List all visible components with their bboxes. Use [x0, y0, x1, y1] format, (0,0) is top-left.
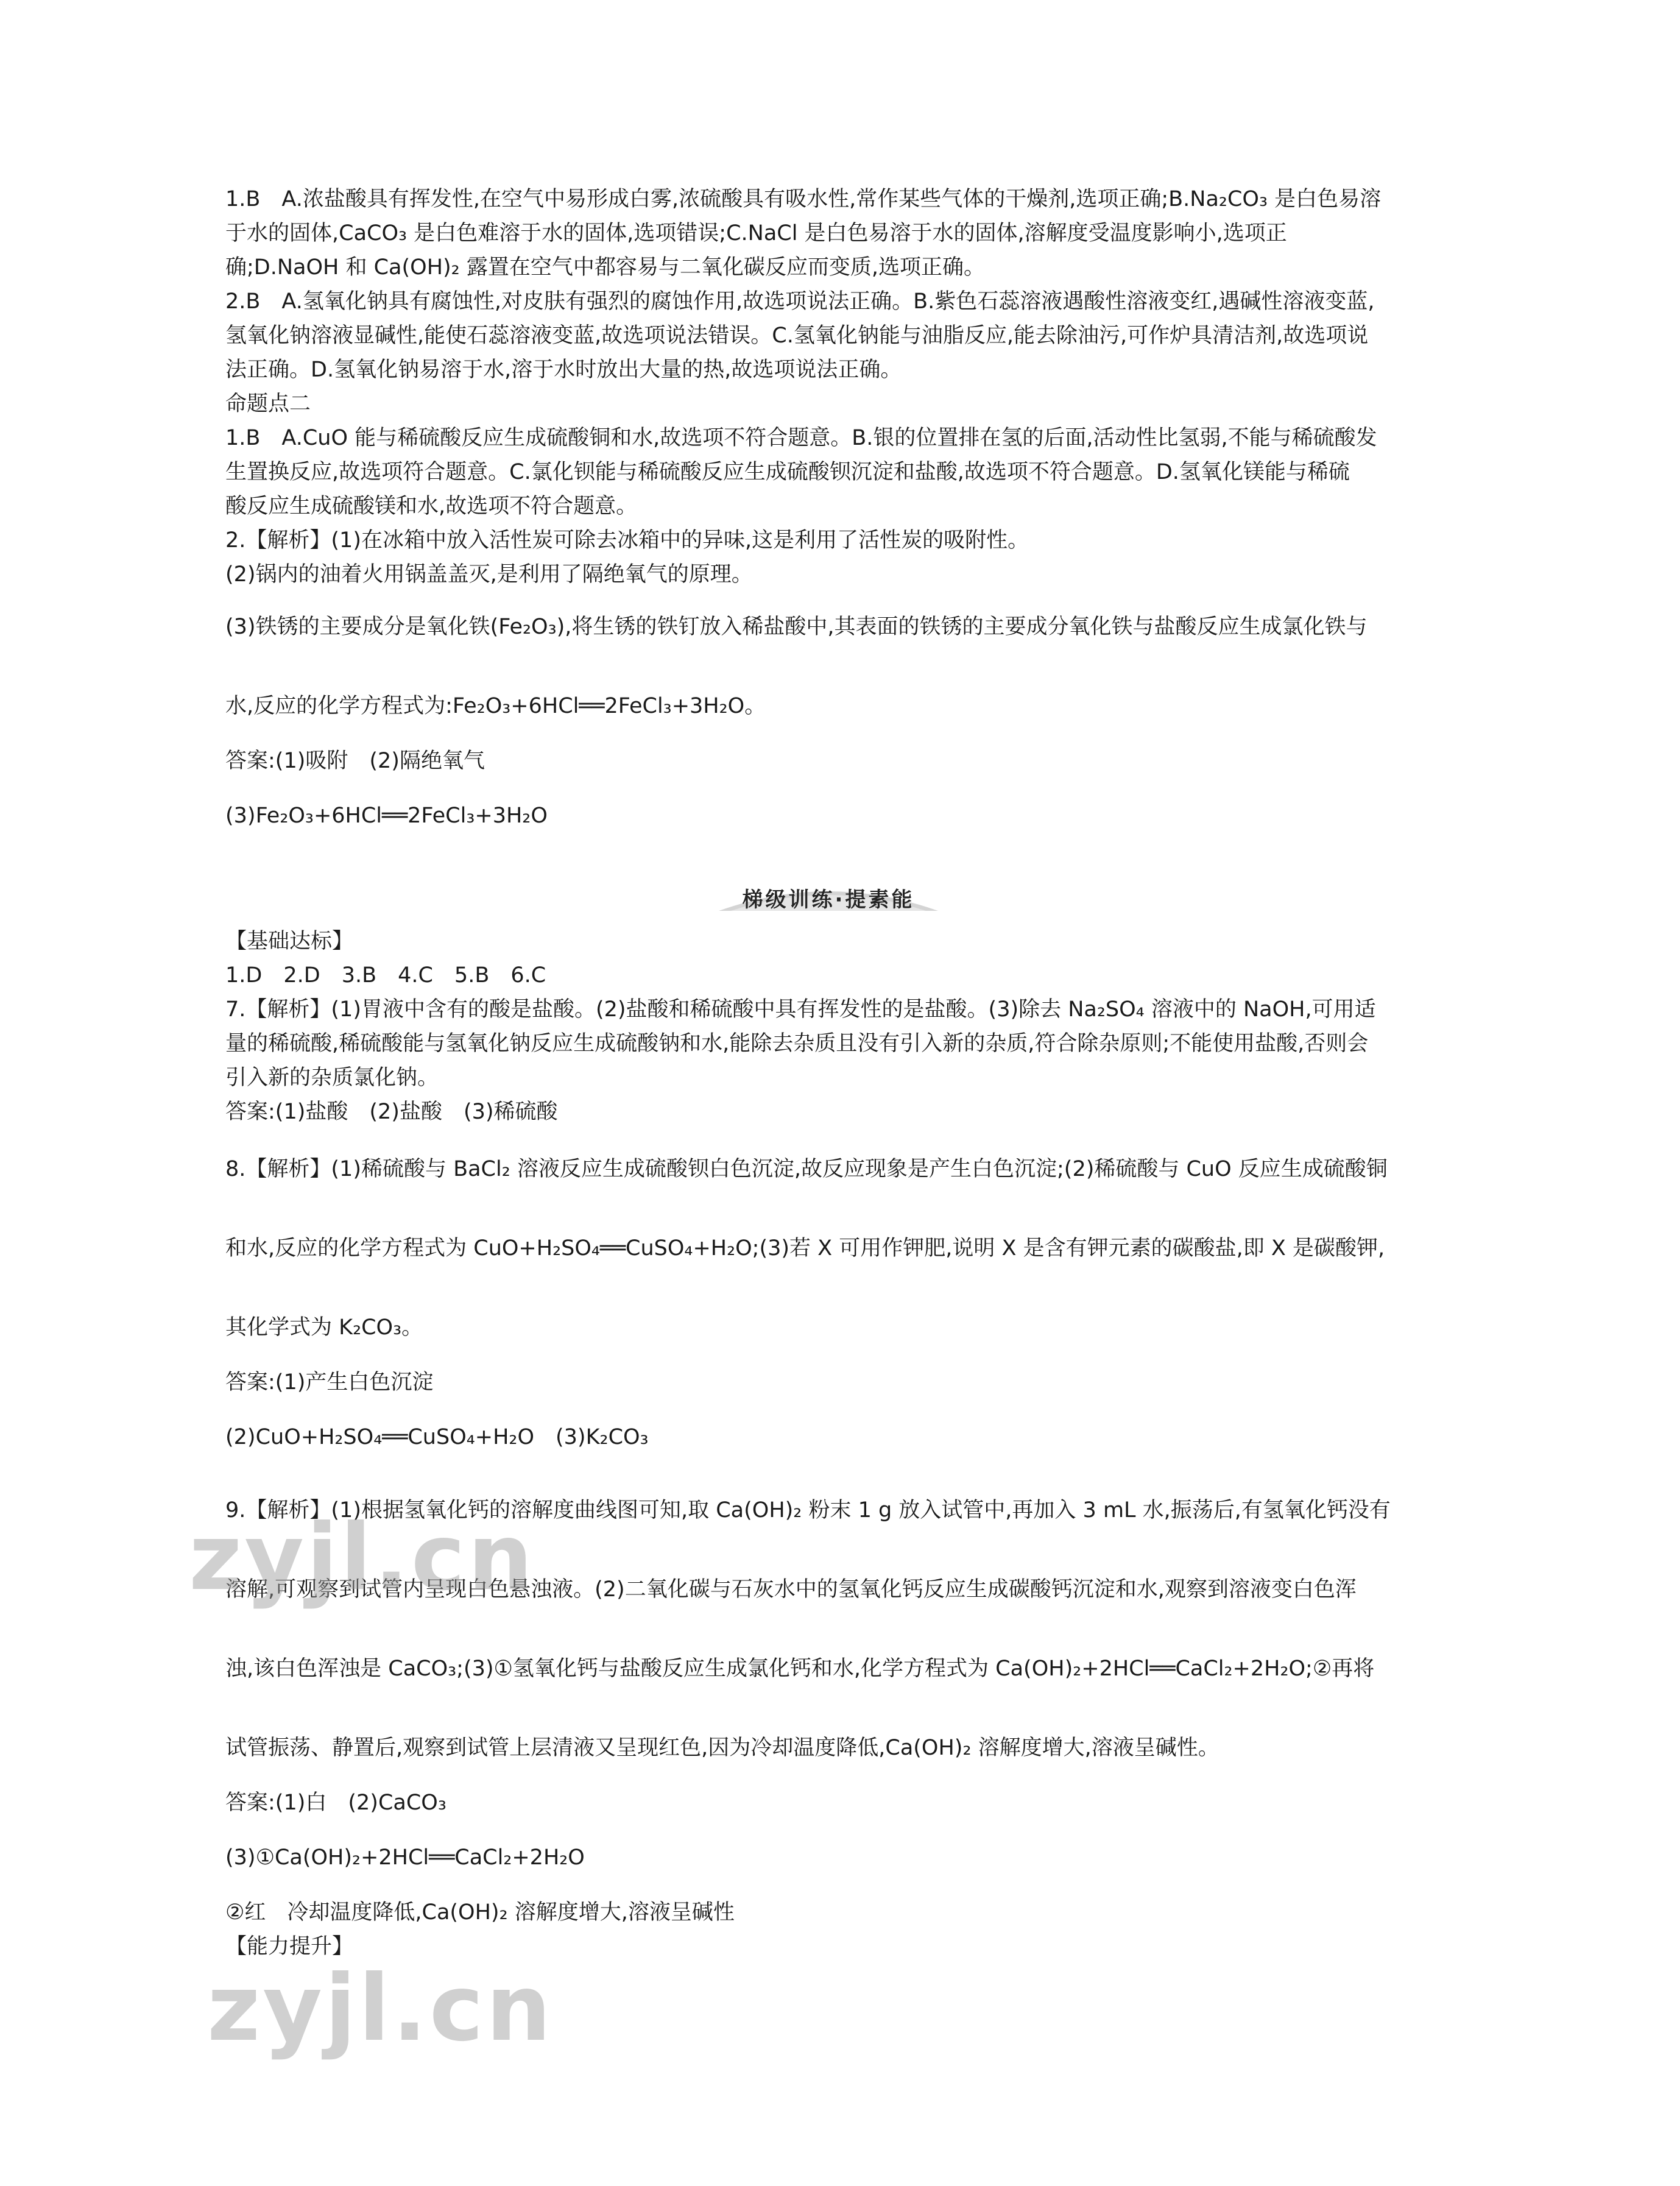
- answer-line: 答案:(1)盐酸 (2)盐酸 (3)稀硫酸: [225, 1100, 558, 1124]
- section-heading: 命题点二: [225, 392, 311, 416]
- text-line: 引入新的杂质氯化钠。: [225, 1066, 439, 1090]
- text-line: 2.B A.氢氧化钠具有腐蚀性,对皮肤有强烈的腐蚀作用,故选项说法正确。B.紫色石蕊溶液遇酸性溶液变红,遇碱性溶液变蓝,: [225, 289, 1375, 314]
- answer-line: (2)CuO+H₂SO₄══CuSO₄+H₂O (3)K₂CO₃: [225, 1425, 649, 1449]
- answer-line: 答案:(1)吸附 (2)隔绝氧气: [225, 749, 485, 773]
- banner-title: 梯级训练·提素能: [742, 888, 915, 912]
- text-line: 于水的固体,CaCO₃ 是白色难溶于水的固体,选项错误;C.NaCl 是白色易溶于水的固体,溶解度受温度影响小,选项正: [225, 221, 1287, 246]
- watermark: zyjl.cn: [207, 1956, 554, 2062]
- text-line: 1.B A.CuO 能与稀硫酸反应生成硫酸铜和水,故选项不符合题意。B.银的位置排在氢的后面,活动性比氢弱,不能与稀硫酸发: [225, 426, 1377, 450]
- answer-line: (3)①Ca(OH)₂+2HCl══CaCl₂+2H₂O: [225, 1845, 585, 1870]
- text-line: 水,反应的化学方程式为:Fe₂O₃+6HCl══2FeCl₃+3H₂O。: [225, 694, 766, 718]
- text-line: 8.【解析】(1)稀硫酸与 BaCl₂ 溶液反应生成硫酸钡白色沉淀,故反应现象是产生白色沉淀;(2)稀硫酸与 CuO 反应生成硫酸铜: [225, 1157, 1388, 1181]
- section-banner: [707, 874, 950, 918]
- text-line: 9.【解析】(1)根据氢氧化钙的溶解度曲线图可知,取 Ca(OH)₂ 粉末 1 g 放入试管中,再加入 3 mL 水,振荡后,有氢氧化钙没有: [225, 1498, 1391, 1523]
- answer-line: 答案:(1)产生白色沉淀: [225, 1370, 434, 1395]
- text-line: 其化学式为 K₂CO₃。: [225, 1315, 423, 1340]
- text-line: 和水,反应的化学方程式为 CuO+H₂SO₄══CuSO₄+H₂O;(3)若 X 可用作钾肥,说明 X 是含有钾元素的碳酸盐,即 X 是碳酸钾,: [225, 1236, 1385, 1261]
- answer-line: (3)Fe₂O₃+6HCl══2FeCl₃+3H₂O: [225, 804, 548, 828]
- text-line: 7.【解析】(1)胃液中含有的酸是盐酸。(2)盐酸和稀硫酸中具有挥发性的是盐酸。(3)除去 Na₂SO₄ 溶液中的 NaOH,可用适: [225, 997, 1376, 1022]
- text-line: (3)铁锈的主要成分是氧化铁(Fe₂O₃),将生锈的铁钉放入稀盐酸中,其表面的铁锈的主要成分氧化铁与盐酸反应生成氯化铁与: [225, 615, 1368, 639]
- text-line: 酸反应生成硫酸镁和水,故选项不符合题意。: [225, 494, 638, 518]
- text-line: 溶解,可观察到试管内呈现白色悬浊液。(2)二氧化碳与石灰水中的氢氧化钙反应生成碳酸钙沉淀和水,观察到溶液变白色浑: [225, 1577, 1357, 1602]
- text-line: 法正确。D.氢氧化钠易溶于水,溶于水时放出大量的热,故选项说法正确。: [225, 358, 902, 382]
- text-line: 试管振荡、静置后,观察到试管上层清液又呈现红色,因为冷却温度降低,Ca(OH)₂ 溶解度增大,溶液呈碱性。: [225, 1736, 1219, 1760]
- text-line: 2.【解析】(1)在冰箱中放入活性炭可除去冰箱中的异味,这是利用了活性炭的吸附性。: [225, 528, 1029, 553]
- text-line: 量的稀硫酸,稀硫酸能与氢氧化钠反应生成硫酸钠和水,能除去杂质且没有引入新的杂质,符合除杂原则;不能使用盐酸,否则会: [225, 1031, 1369, 1056]
- text-line: (2)锅内的油着火用锅盖盖灭,是利用了隔绝氧气的原理。: [225, 562, 753, 587]
- answer-line: 1.D 2.D 3.B 4.C 5.B 6.C: [225, 963, 546, 988]
- text-line: 氢氧化钠溶液显碱性,能使石蕊溶液变蓝,故选项说法错误。C.氢氧化钠能与油脂反应,能去除油污,可作炉具清洁剂,故选项说: [225, 324, 1369, 348]
- section-heading: 【能力提升】: [225, 1934, 354, 1959]
- section-heading: 【基础达标】: [225, 929, 354, 953]
- text-line: 生置换反应,故选项符合题意。C.氯化钡能与稀硫酸反应生成硫酸钡沉淀和盐酸,故选项不符合题意。D.氢氧化镁能与稀硫: [225, 460, 1350, 484]
- answer-page: [225, 0, 1456, 2186]
- text-line: 确;D.NaOH 和 Ca(OH)₂ 露置在空气中都容易与二氧化碳反应而变质,选项正确。: [225, 255, 985, 280]
- answer-line: 答案:(1)白 (2)CaCO₃: [225, 1791, 446, 1815]
- text-line: 1.B A.浓盐酸具有挥发性,在空气中易形成白雾,浓硫酸具有吸水性,常作某些气体的干燥剂,选项正确;B.Na₂CO₃ 是白色易溶: [225, 187, 1382, 211]
- text-line: 浊,该白色浑浊是 CaCO₃;(3)①氢氧化钙与盐酸反应生成氯化钙和水,化学方程式为 Ca(OH)₂+2HCl══CaCl₂+2H₂O;②再将: [225, 1657, 1375, 1681]
- answer-line: ②红 冷却温度降低,Ca(OH)₂ 溶解度增大,溶液呈碱性: [225, 1900, 735, 1925]
- watermark: zyjl.cn: [189, 1505, 535, 1611]
